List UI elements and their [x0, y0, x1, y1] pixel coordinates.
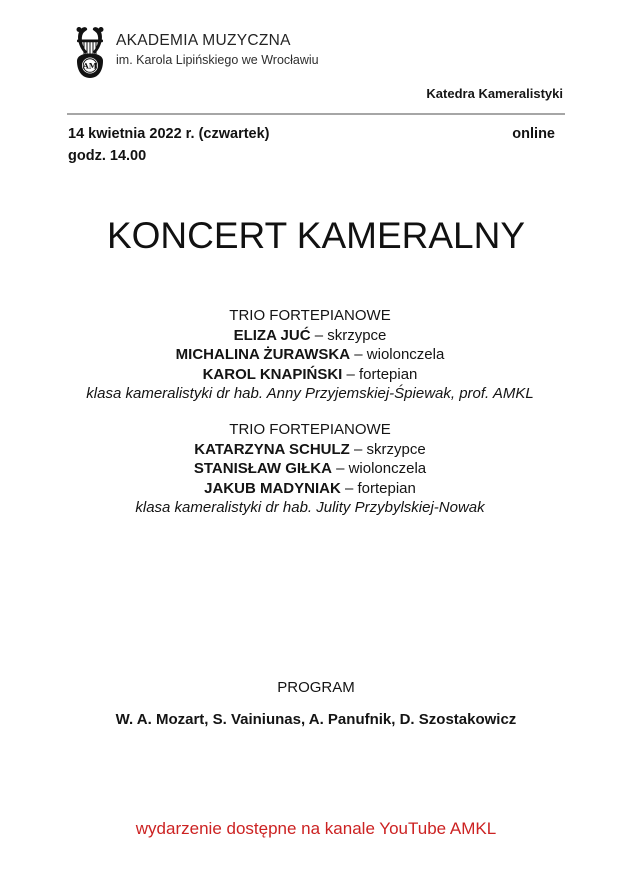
member-separator: –: [354, 346, 363, 363]
member-name: MICHALINA ŻURAWSKA: [175, 346, 351, 363]
member-instrument: skrzypce: [327, 326, 387, 344]
concert-title: KONCERT KAMERALNY: [106, 215, 526, 256]
member-separator: –: [354, 440, 363, 458]
member-name: ELIZA JUĆ: [233, 326, 311, 344]
event-meta: [68, 123, 555, 167]
ensemble-class-note: klasa kameralistyki dr hab. Julity Przybylskiej-Nowak: [135, 499, 485, 516]
ensemble-member: [55, 326, 565, 346]
ensemble-member: [55, 345, 565, 365]
member-instrument: fortepian: [359, 365, 418, 383]
member-separator: –: [344, 479, 354, 497]
header: [72, 23, 319, 80]
member-name: STANISŁAW GIŁKA: [193, 460, 332, 477]
program-heading: PROGRAM: [277, 679, 355, 696]
member-instrument: skrzypce: [366, 440, 426, 458]
ensemble-member: [55, 479, 565, 499]
header-divider: [67, 113, 565, 115]
member-instrument: wiolonczela: [366, 346, 445, 363]
institution-name: AKADEMIA MUZYCZNA: [116, 32, 291, 49]
event-time: godz. 14.00: [68, 148, 147, 164]
ensemble-member: [55, 459, 565, 479]
institution-subtitle: im. Karola Lipińskiego we Wrocławiu: [116, 53, 319, 67]
ensemble-2: [55, 420, 565, 518]
member-instrument: wiolonczela: [348, 460, 427, 477]
member-name: KAROL KNAPIŃSKI: [202, 365, 343, 383]
member-separator: –: [346, 365, 355, 383]
member-name: JAKUB MADYNIAK: [204, 479, 341, 497]
youtube-availability-note: wydarzenie dostępne na kanale YouTube AMKL: [135, 819, 497, 838]
lyre-logo-icon: [72, 23, 108, 80]
ensemble-1: [55, 306, 565, 404]
department-label: Katedra Kameralistyki: [426, 86, 563, 101]
ensemble-name: TRIO FORTEPIANOWE: [229, 307, 391, 324]
member-separator: –: [314, 326, 324, 344]
event-location: online: [512, 126, 555, 142]
ensemble-member: [55, 365, 565, 385]
institution-block: [116, 32, 319, 67]
event-meta-row: [68, 123, 555, 145]
member-separator: –: [336, 460, 345, 477]
logo-monogram: AM: [82, 61, 98, 71]
member-name: KATARZYNA SCHULZ: [194, 440, 350, 458]
member-instrument: fortepian: [357, 479, 416, 497]
event-date: 14 kwietnia 2022 r. (czwartek): [68, 126, 270, 142]
program-composers: W. A. Mozart, S. Vainiunas, A. Panufnik, D. Szostakowicz: [115, 711, 517, 728]
ensemble-member: [55, 440, 565, 460]
ensemble-name: TRIO FORTEPIANOWE: [229, 421, 391, 438]
ensemble-class-note: klasa kameralistyki dr hab. Anny Przyjemskiej-Śpiewak, prof. AMKL: [86, 385, 534, 402]
